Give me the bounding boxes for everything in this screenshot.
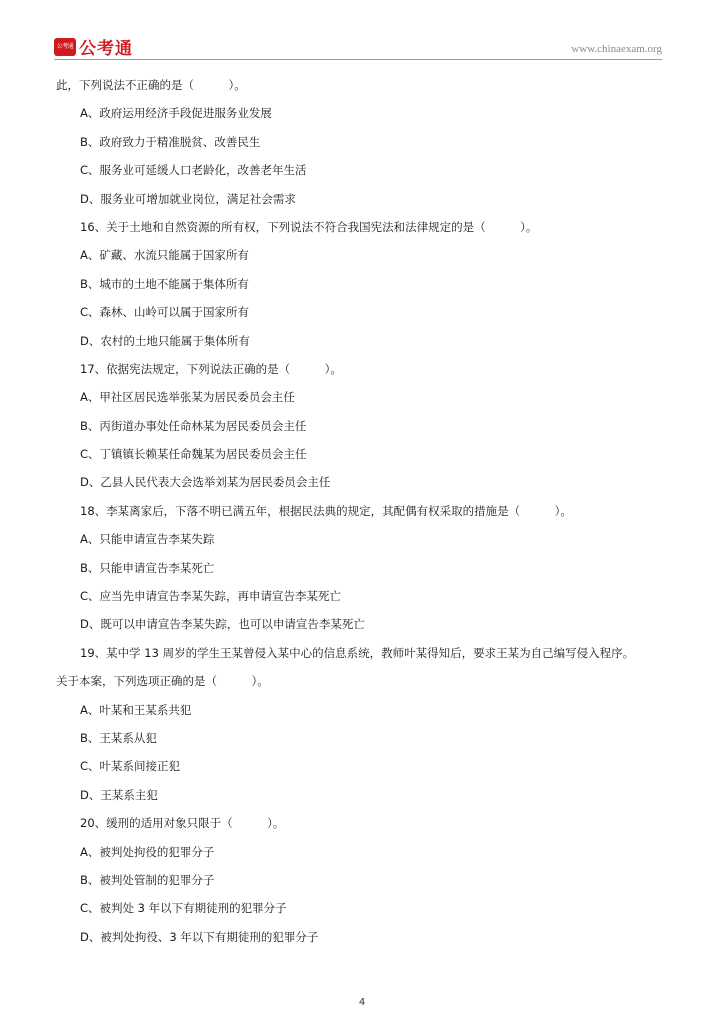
header-divider	[54, 59, 662, 60]
page-number: 4	[358, 997, 366, 1008]
question-stem: 19、某中学 13 周岁的学生王某曾侵入某中心的信息系统，教师叶某得知后，要求王某为自己编写侵入程序。	[80, 645, 635, 660]
document-body	[56, 78, 666, 958]
answer-option-b: B、城市的土地不能属于集体所有	[80, 276, 249, 291]
answer-option-c: C、服务业可延缓人口老龄化，改善老年生活	[80, 163, 307, 178]
answer-option-c: C、应当先申请宣告李某失踪，再申请宣告李某死亡	[80, 589, 342, 604]
answer-option-d: D、被判处拘役、3 年以下有期徒刑的犯罪分子	[80, 929, 319, 944]
site-url: www.chinaexam.org	[571, 43, 662, 55]
answer-option-c: C、森林、山岭可以属于国家所有	[80, 305, 250, 320]
answer-option-c: C、丁镇镇长赖某任命魏某为居民委员会主任	[80, 447, 307, 462]
question-stem: 20、缓刑的适用对象只限于（ ）。	[80, 816, 285, 831]
answer-option-c: C、叶某系间接正犯	[80, 759, 181, 774]
answer-option-d: D、乙县人民代表大会选举刘某为居民委员会主任	[80, 475, 331, 490]
answer-option-b: B、只能申请宣告李某死亡	[80, 560, 215, 575]
answer-option-a: A、叶某和王某系共犯	[80, 702, 192, 717]
text-line: 关于本案，下列选项正确的是（ ）。	[56, 674, 269, 689]
answer-option-d: D、王某系主犯	[80, 787, 158, 802]
answer-option-d: D、既可以申请宣告李某失踪，也可以申请宣告李某死亡	[80, 617, 365, 632]
answer-option-d: D、农村的土地只能属于集体所有	[80, 333, 250, 348]
answer-option-a: A、只能申请宣告李某失踪	[80, 532, 215, 547]
logo-text: 公考通	[79, 39, 133, 59]
answer-option-b: B、丙街道办事处任命林某为居民委员会主任	[80, 418, 307, 433]
question-stem: 17、依据宪法规定，下列说法正确的是（ ）。	[80, 361, 342, 376]
answer-option-b: B、王某系从犯	[80, 730, 157, 745]
question-stem: 16、关于土地和自然资源的所有权，下列说法不符合我国宪法和法律规定的是（ ）。	[80, 219, 538, 234]
answer-option-a: A、矿藏、水流只能属于国家所有	[80, 248, 249, 263]
answer-option-a: A、政府运用经济手段促进服务业发展	[80, 106, 272, 121]
question-stem: 18、李某离家后，下落不明已满五年，根据民法典的规定，其配偶有权采取的措施是（ ）。	[80, 503, 572, 518]
text-line: 此，下列说法不正确的是（ ）。	[56, 78, 246, 92]
page-header	[54, 30, 662, 60]
answer-option-c: C、被判处 3 年以下有期徒刑的犯罪分子	[80, 901, 287, 916]
answer-option-b: B、政府致力于精准脱贫、改善民生	[80, 134, 261, 149]
brand-logo	[54, 34, 133, 59]
logo-badge-icon: 公考通	[54, 38, 76, 56]
answer-option-a: A、被判处拘役的犯罪分子	[80, 844, 215, 859]
answer-option-d: D、服务业可增加就业岗位，满足社会需求	[80, 191, 296, 206]
answer-option-a: A、甲社区居民选举张某为居民委员会主任	[80, 390, 295, 405]
answer-option-b: B、被判处管制的犯罪分子	[80, 872, 215, 887]
